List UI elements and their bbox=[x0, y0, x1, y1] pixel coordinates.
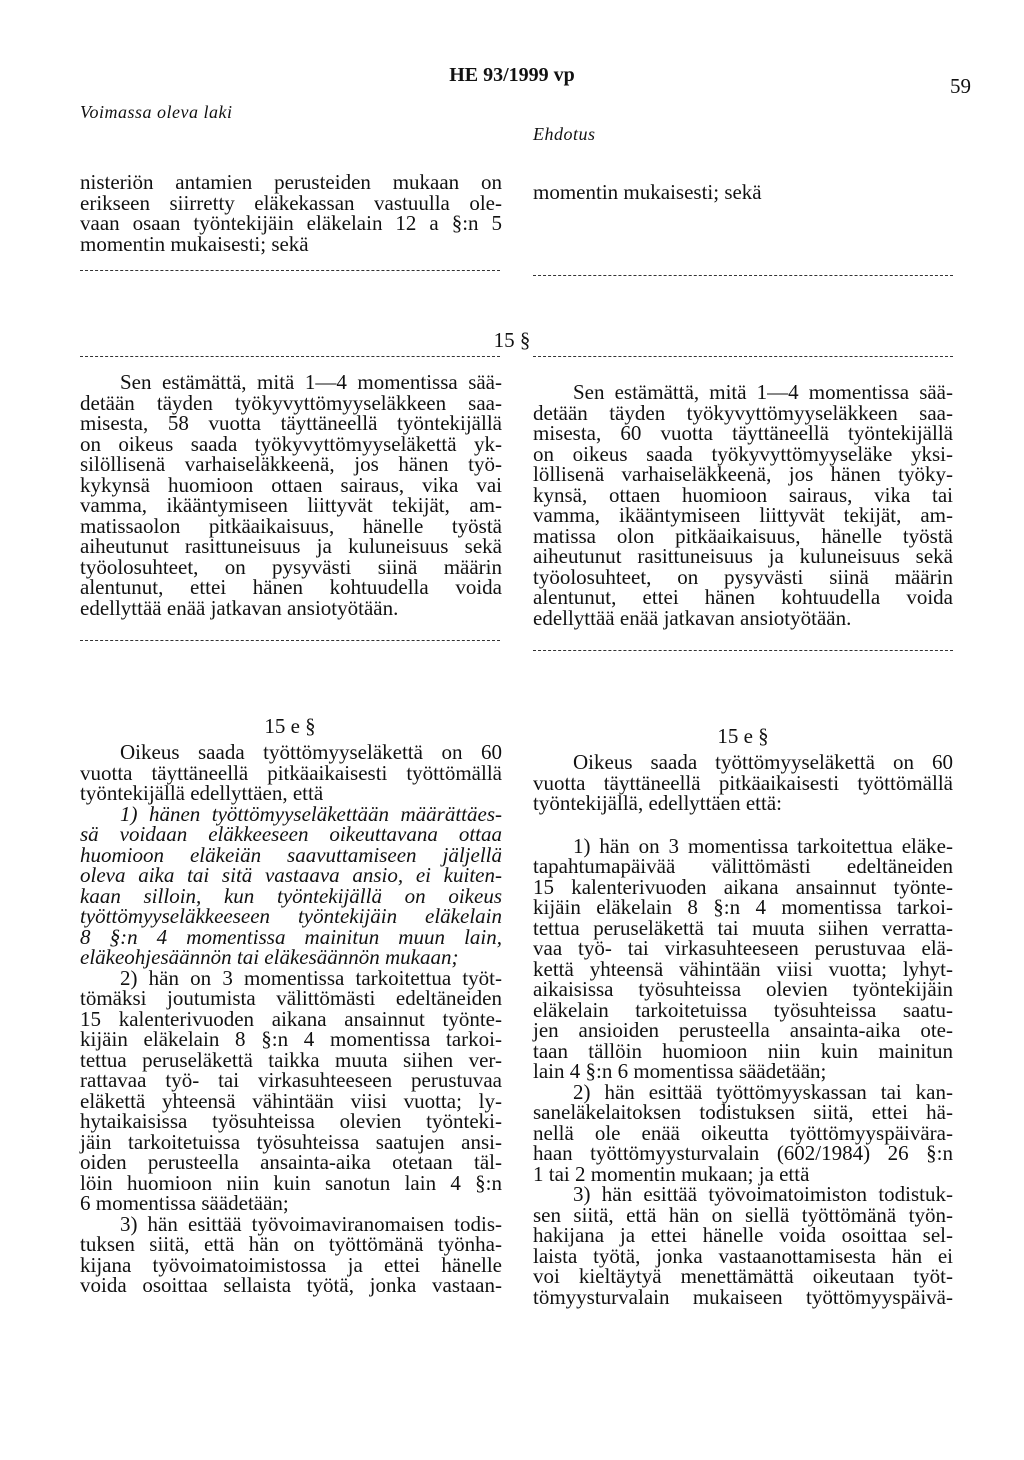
text-line: hakijana ja ettei hänelle voida osoittaa sel- bbox=[533, 1223, 953, 1247]
dashed-divider bbox=[80, 356, 500, 357]
section-15e-left-text bbox=[80, 742, 502, 1296]
text-line: tuksen siitä, että hän on työttömänä työnha- bbox=[80, 1232, 502, 1256]
section-heading-15: 15 § bbox=[493, 328, 531, 352]
text-line: jen ansioiden perusteella ansainta-aika ote- bbox=[533, 1018, 953, 1042]
text-line: 6 momentissa säädetään; bbox=[80, 1191, 289, 1215]
text-line: kykynsä huomioon ottaen sairaus, vika vai bbox=[80, 472, 502, 497]
text-line: matissa olon pitkäaikaisuus, hänelle työstä bbox=[533, 523, 953, 548]
text-line: löin huomioon niin kuin sanotun lain 4 §:n bbox=[80, 1170, 502, 1195]
dashed-divider bbox=[533, 650, 953, 651]
dashed-divider bbox=[80, 270, 500, 271]
section-heading-15e-right: 15 e § bbox=[717, 724, 769, 748]
text-line: on oikeus saada työkyvyttömyyseläkettä yk- bbox=[80, 431, 502, 456]
text-line: 1) hän on 3 momentissa tarkoitettua eläke- bbox=[573, 833, 953, 858]
text-line: 3) hän esittää työvoimaviranomaisen todis- bbox=[120, 1211, 502, 1236]
text-line: vuotta täyttäneellä pitkäaikaisesti työttömällä bbox=[80, 760, 502, 785]
text-line: voi kieltäytyä menettämättä oikeutaan työt- bbox=[533, 1264, 953, 1288]
text-line: saneläkelaitoksen todistuksen siitä, ettei hä- bbox=[533, 1100, 953, 1124]
text-line: kijäin eläkelain 8 §:n 4 momentissa tarkoi- bbox=[533, 895, 953, 919]
text-line: misesta, 58 vuotta täyttäneellä työntekijällä bbox=[80, 411, 502, 435]
text-line: kaan silloin, kun työntekijällä on oikeus bbox=[80, 883, 502, 908]
text-line: sä voidaan eläkkeeseen oikeuttavana ottaa bbox=[80, 822, 502, 846]
text-line: alentunut, ettei hänen kohtuudella voida bbox=[80, 575, 502, 599]
text-line: aikaisissa työsuhteissa olevien työntekijäin bbox=[533, 977, 953, 1001]
dashed-divider bbox=[80, 640, 500, 641]
text-line: laista työtä, jonka vastaanottamisesta hän ei bbox=[533, 1243, 953, 1268]
text-line: voida osoittaa sellaista työtä, jonka vastaan- bbox=[80, 1273, 502, 1297]
text-line: vuotta täyttäneellä pitkäaikaisesti työttömällä bbox=[533, 770, 953, 795]
text-line: vamma, ikääntymiseen liittyvät tekijät, am- bbox=[533, 503, 953, 527]
text-line: kijana työvoimatoimistossa ja ettei hänelle bbox=[80, 1252, 502, 1277]
text-line: tömyysturvalain mukaiseen työttömyyspäivä- bbox=[533, 1284, 953, 1309]
text-line: 2) hän on 3 momentissa tarkoitettua työt- bbox=[120, 965, 502, 990]
text-line: detään täyden työkyvyttömyyseläkkeen saa- bbox=[533, 400, 953, 425]
text-line: tettua peruseläkettä tai muuta siihen verratta- bbox=[533, 915, 953, 940]
text-line: vamma, ikääntymiseen liittyvät tekijät, am- bbox=[80, 493, 502, 517]
text-line: työttömyyseläkkeeseen työntekijäin eläkelain bbox=[80, 904, 502, 928]
text-line: oiden perusteella ansainta-aika otetaan täl- bbox=[80, 1150, 502, 1174]
text-line: aiheutunut rasittuneisuus ja kuluneisuus sekä bbox=[80, 534, 502, 558]
text-line: alentunut, ettei hänen kohtuudella voida bbox=[533, 585, 953, 609]
text-line: momentin mukaisesti; sekä bbox=[533, 180, 762, 204]
text-line: löllisenä varhaiseläkkeenä, jos hänen työky- bbox=[533, 462, 953, 486]
text-line: erikseen siirretty eläkekassan vastuulla ole- bbox=[80, 190, 502, 215]
text-line: Sen estämättä, mitä 1—4 momentissa sää- bbox=[573, 380, 953, 404]
text-line: eläkeohjesäännön tai eläkesäännön mukaan; bbox=[80, 945, 459, 969]
section-15e-right-text bbox=[533, 752, 953, 1307]
text-line: matissaolon pitkäaikaisuus, hänelle työstä bbox=[80, 513, 502, 538]
right-column-heading: Ehdotus bbox=[533, 124, 596, 144]
paragraph-gap bbox=[533, 814, 953, 836]
text-line: hytaikaisissa työsuhteissa olevien työnteki- bbox=[80, 1109, 502, 1133]
text-line: momentin mukaisesti; sekä bbox=[80, 231, 309, 256]
text-line: työolosuhteet, on pysyvästi siinä määrin bbox=[533, 564, 953, 589]
dashed-divider bbox=[533, 275, 953, 276]
dashed-divider bbox=[533, 356, 953, 357]
section-15-left-text bbox=[80, 372, 502, 618]
top-right-text bbox=[533, 182, 953, 203]
text-line: taan tällöin huomioon niin kuin mainitun bbox=[533, 1038, 953, 1063]
text-line: eläkelain tarkoitetuissa työsuhteissa saatu- bbox=[533, 997, 953, 1022]
text-line: rattavaa työ- tai virkasuhteeseen perustuvaa bbox=[80, 1068, 502, 1092]
text-line: nellä ole enää oikeutta työttömyyspäivära- bbox=[533, 1120, 953, 1145]
text-line: huomioon eläkeiän saavuttamiseen jäljellä bbox=[80, 842, 502, 867]
text-line: oleva aika tai sitä vastaava ansio, ei kuiten- bbox=[80, 863, 502, 887]
page-number: 59 bbox=[950, 74, 971, 98]
text-line: 15 kalenterivuoden aikana ansainnut työnte- bbox=[80, 1006, 502, 1031]
text-line: Oikeus saada työttömyyseläkettä on 60 bbox=[573, 750, 953, 774]
text-line: lain 4 §:n 6 momentissa säädetään; bbox=[533, 1059, 827, 1083]
text-line: 1) hänen työttömyyseläkettään määrättäes- bbox=[120, 801, 502, 826]
text-line: eläkettä yhteensä vähintään viisi vuotta; ly- bbox=[80, 1088, 502, 1113]
text-line: sen siitä, että hän on siellä työttömänä työn- bbox=[533, 1202, 953, 1227]
text-line: aiheutunut rasittuneisuus ja kuluneisuus sekä bbox=[533, 544, 953, 568]
section-15-right-text bbox=[533, 382, 953, 628]
text-line: vaa työ- tai virkasuhteeseen perustuvaa elä- bbox=[533, 936, 953, 960]
text-line: edellyttää enää jatkavan ansiotyötään. bbox=[533, 605, 852, 630]
text-line: kynsä, ottaen huomioon sairaus, vika tai bbox=[533, 482, 953, 507]
text-line: kijäin eläkelain 8 §:n 4 momentissa tarkoi- bbox=[80, 1027, 502, 1051]
text-line: Oikeus saada työttömyyseläkettä on 60 bbox=[120, 740, 502, 764]
text-line: edellyttää enää jatkavan ansiotyötään. bbox=[80, 595, 399, 620]
document-header-title: HE 93/1999 vp bbox=[449, 64, 575, 86]
text-line: 2) hän esittää työttömyyskassan tai kan- bbox=[573, 1079, 953, 1104]
text-line: nisteriön antamien perusteiden mukaan on bbox=[80, 170, 502, 194]
text-line: silöllisenä varhaiseläkkeenä, jos hänen työ- bbox=[80, 452, 502, 476]
text-line: vaan osaan työntekijäin eläkelain 12 a §:n 5 bbox=[80, 211, 502, 235]
text-line: haan työttömyysturvalain (602/1984) 26 §:n bbox=[533, 1141, 953, 1165]
text-line: tapahtumapäivää välittömästi edeltäneiden bbox=[533, 854, 953, 878]
text-line: työntekijällä, edellyttäen että: bbox=[533, 791, 782, 815]
text-line: kettä yhteensä vähintään viisi vuotta; lyhyt- bbox=[533, 956, 953, 981]
top-left-text bbox=[80, 172, 502, 254]
left-column-heading: Voimassa oleva laki bbox=[80, 102, 233, 122]
text-line: jäin tarkoitetuissa työsuhteissa saatujen ansi- bbox=[80, 1129, 502, 1154]
text-line: Sen estämättä, mitä 1—4 momentissa sää- bbox=[120, 370, 502, 394]
text-line: 15 kalenterivuoden aikana ansainnut työnte- bbox=[533, 874, 953, 899]
section-heading-15e-left: 15 e § bbox=[264, 714, 316, 738]
text-line: detään täyden työkyvyttömyyseläkkeen saa- bbox=[80, 390, 502, 415]
text-line: misesta, 60 vuotta täyttäneellä työntekijällä bbox=[533, 421, 953, 445]
text-line: työolosuhteet, on pysyvästi siinä määrin bbox=[80, 554, 502, 579]
text-line: 3) hän esittää työvoimatoimiston todistuk- bbox=[573, 1182, 953, 1206]
text-line: 8 §:n 4 momentissa mainitun muun lain, bbox=[80, 924, 502, 949]
text-line: tömäksi joutumista välittömästi edeltäneiden bbox=[80, 986, 502, 1010]
text-line: työntekijällä edellyttäen, että bbox=[80, 781, 324, 805]
text-line: tettua peruseläkettä taikka muuta siihen ver- bbox=[80, 1047, 502, 1072]
text-line: 1 tai 2 momentin mukaan; ja että bbox=[533, 1161, 810, 1186]
text-line: on oikeus saada työkyvyttömyyseläke yksi- bbox=[533, 441, 953, 466]
